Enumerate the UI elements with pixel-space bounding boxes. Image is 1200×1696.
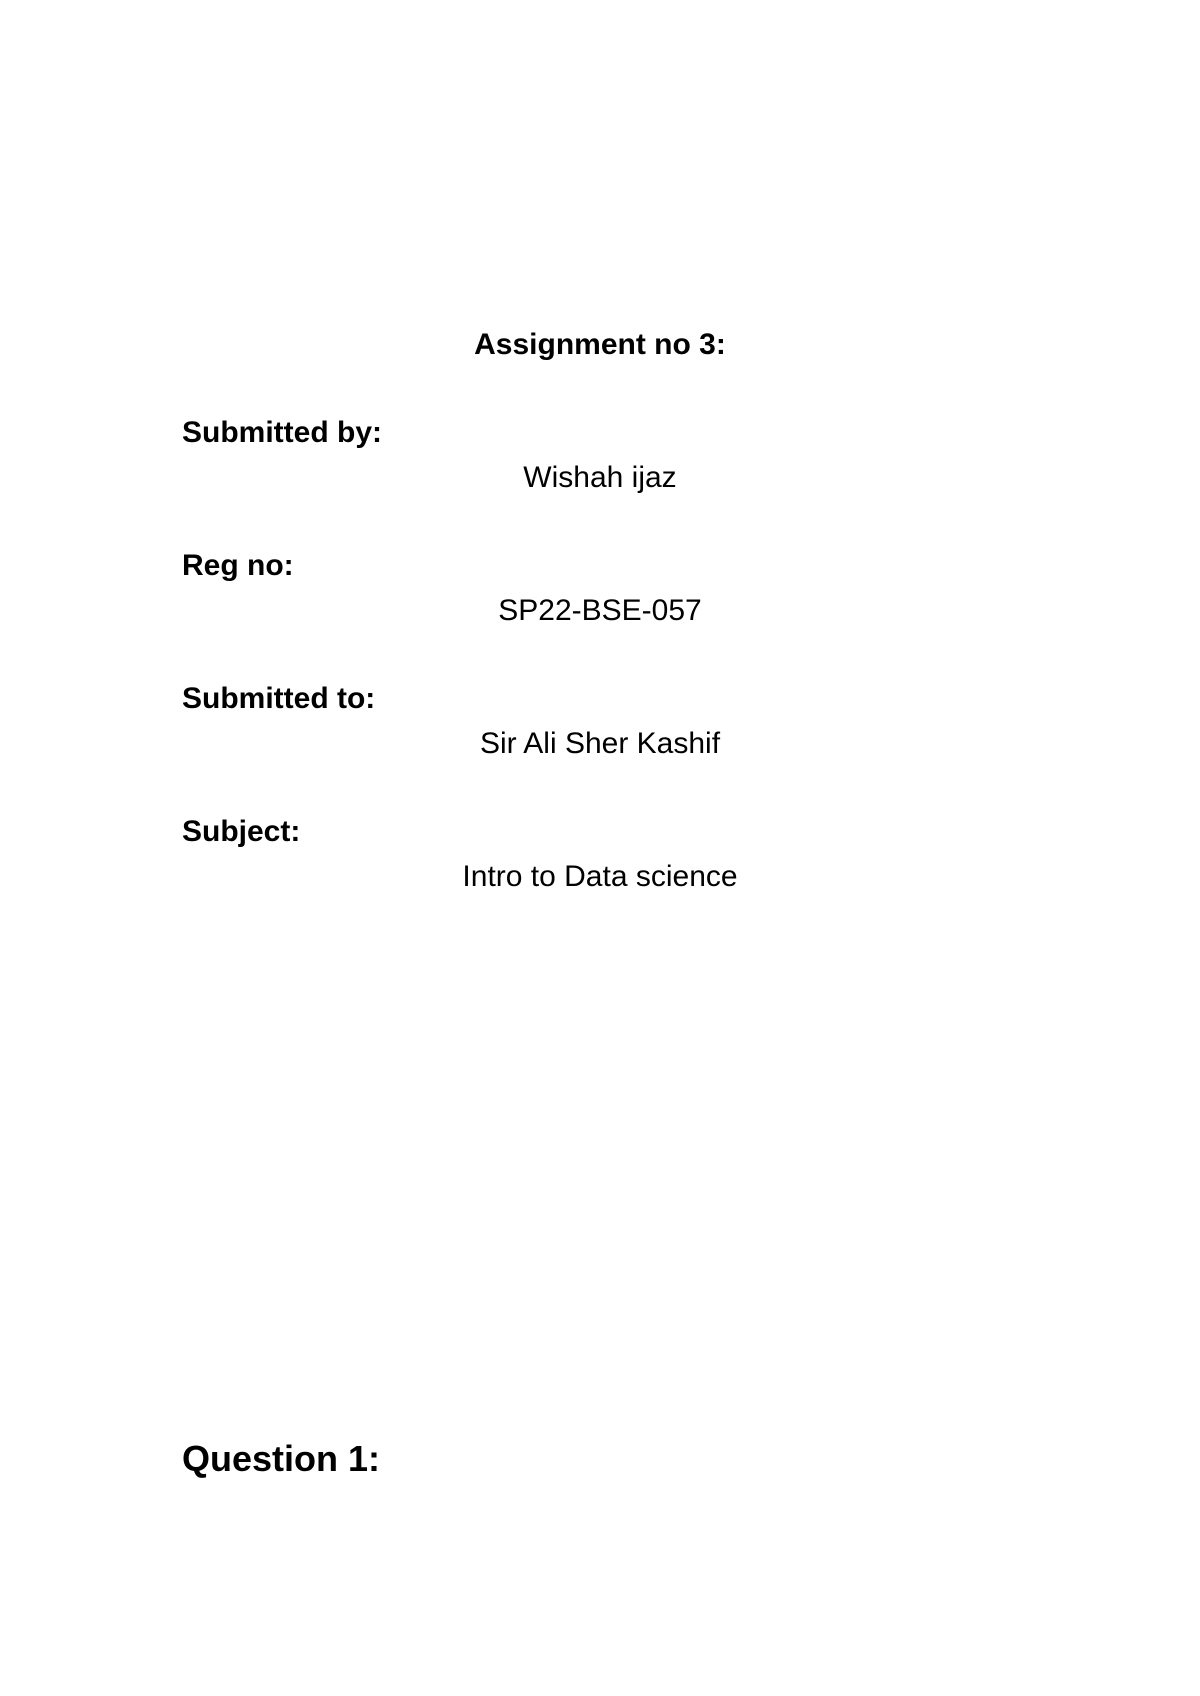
submitted-to-label: Submitted to:: [182, 682, 376, 715]
submitted-to-value: Sir Ali Sher Kashif: [479, 727, 721, 760]
question-heading: Question 1:: [182, 1438, 381, 1479]
reg-no-value: SP22-BSE-057: [498, 594, 702, 627]
subject-label: Subject:: [182, 815, 301, 848]
assignment-title: Assignment no 3:: [474, 328, 726, 361]
reg-no-label: Reg no:: [182, 549, 294, 582]
submitted-by-label: Submitted by:: [182, 416, 382, 449]
submitted-by-value: Wishah ijaz: [523, 461, 677, 494]
subject-value: Intro to Data science: [462, 860, 738, 893]
